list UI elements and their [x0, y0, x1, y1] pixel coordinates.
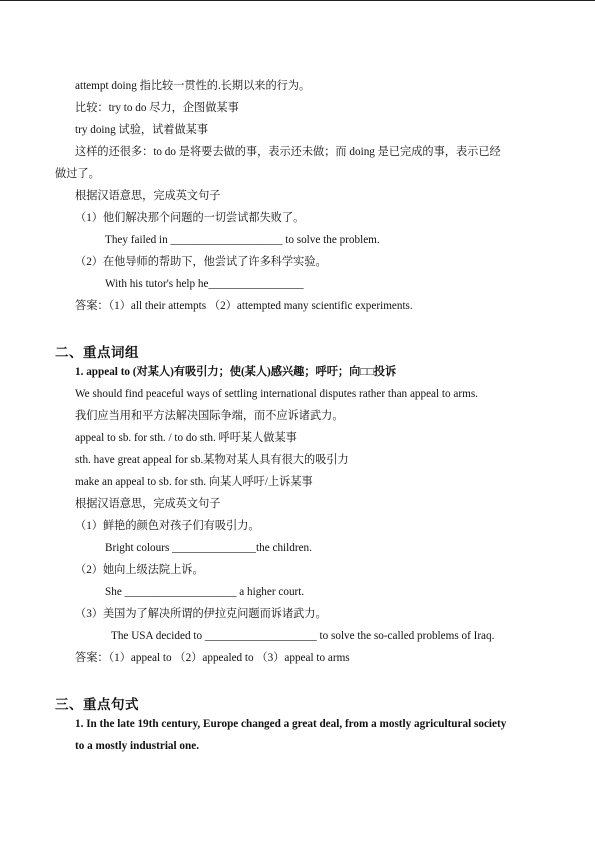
phrase-usage-2: sth. have great appeal for sb.某物对某人具有很大的吸引力: [75, 454, 349, 466]
example-sentence-zh: 我们应当用和平方法解决国际争端，而不应诉诸武力。: [75, 410, 344, 422]
exercise-q2-zh: （2）在他导师的帮助下，他尝试了许多科学实验。: [75, 256, 327, 268]
exercise-q1-zh: （1）他们解决那个问题的一切尝试都失败了。: [75, 212, 305, 224]
exercise-instruction: 根据汉语意思，完成英文句子: [75, 190, 221, 202]
phrase-usage-3: make an appeal to sb. for sth. 向某人呼吁/上诉某事: [75, 476, 313, 488]
exercise-q3-en: The USA decided to ____________________ to solve the so-called problems of Iraq.: [111, 630, 495, 642]
exercise-q2-en: With his tutor's help he_________________: [105, 278, 304, 290]
exercise-q1-en: Bright colours _______________the children.: [105, 542, 312, 554]
exercise-q1-en: They failed in ____________________ to solve the problem.: [105, 234, 380, 246]
key-sentence-1-line1: 1. In the late 19th century, Europe changed a great deal, from a mostly agricultural society: [75, 718, 507, 730]
to-do-vs-doing-note: 这样的还很多：to do 是将要去做的事，表示还未做；而 doing 是已完成的事，表示已经: [75, 146, 501, 158]
attempt-doing-note: attempt doing 指比较一贯性的.长期以来的行为。: [75, 80, 311, 92]
compare-try-to-do: 比较：try to do 尽力，企图做某事: [75, 102, 239, 114]
phrase-usage-1: appeal to sb. for sth. / to do sth. 呼吁某人做某事: [75, 432, 297, 444]
to-do-vs-doing-note-cont: 做过了。: [55, 168, 100, 180]
exercise-answer: 答案：（1）all their attempts （2）attempted many scientific experiments.: [75, 300, 413, 312]
exercise-instruction: 根据汉语意思，完成英文句子: [75, 498, 221, 510]
exercise-q2-en: She ____________________ a higher court.: [105, 586, 305, 598]
key-sentence-1-line2: to a mostly industrial one.: [75, 740, 200, 752]
phrase-title-appeal-to: 1. appeal to (对某人)有吸引力；使(某人)感兴趣；呼吁；向□□投诉: [75, 366, 397, 378]
page-top-rule: [0, 0, 595, 1]
exercise-q2-zh: （2）她向上级法院上诉。: [75, 564, 204, 576]
section-heading-key-phrases: 二、重点词组: [55, 345, 139, 361]
exercise-q1-zh: （1）鲜艳的颜色对孩子们有吸引力。: [75, 520, 260, 532]
example-sentence-en: We should find peaceful ways of settling international disputes rather than appeal to arms.: [75, 388, 478, 400]
section-heading-key-sentences: 三、重点句式: [55, 697, 139, 713]
exercise-answer: 答案：（1）appeal to （2）appealed to （3）appeal to arms: [75, 652, 350, 664]
exercise-q3-zh: （3）美国为了解决所谓的伊拉克问题而诉诸武力。: [75, 608, 327, 620]
try-doing-note: try doing 试验，试着做某事: [75, 124, 209, 136]
